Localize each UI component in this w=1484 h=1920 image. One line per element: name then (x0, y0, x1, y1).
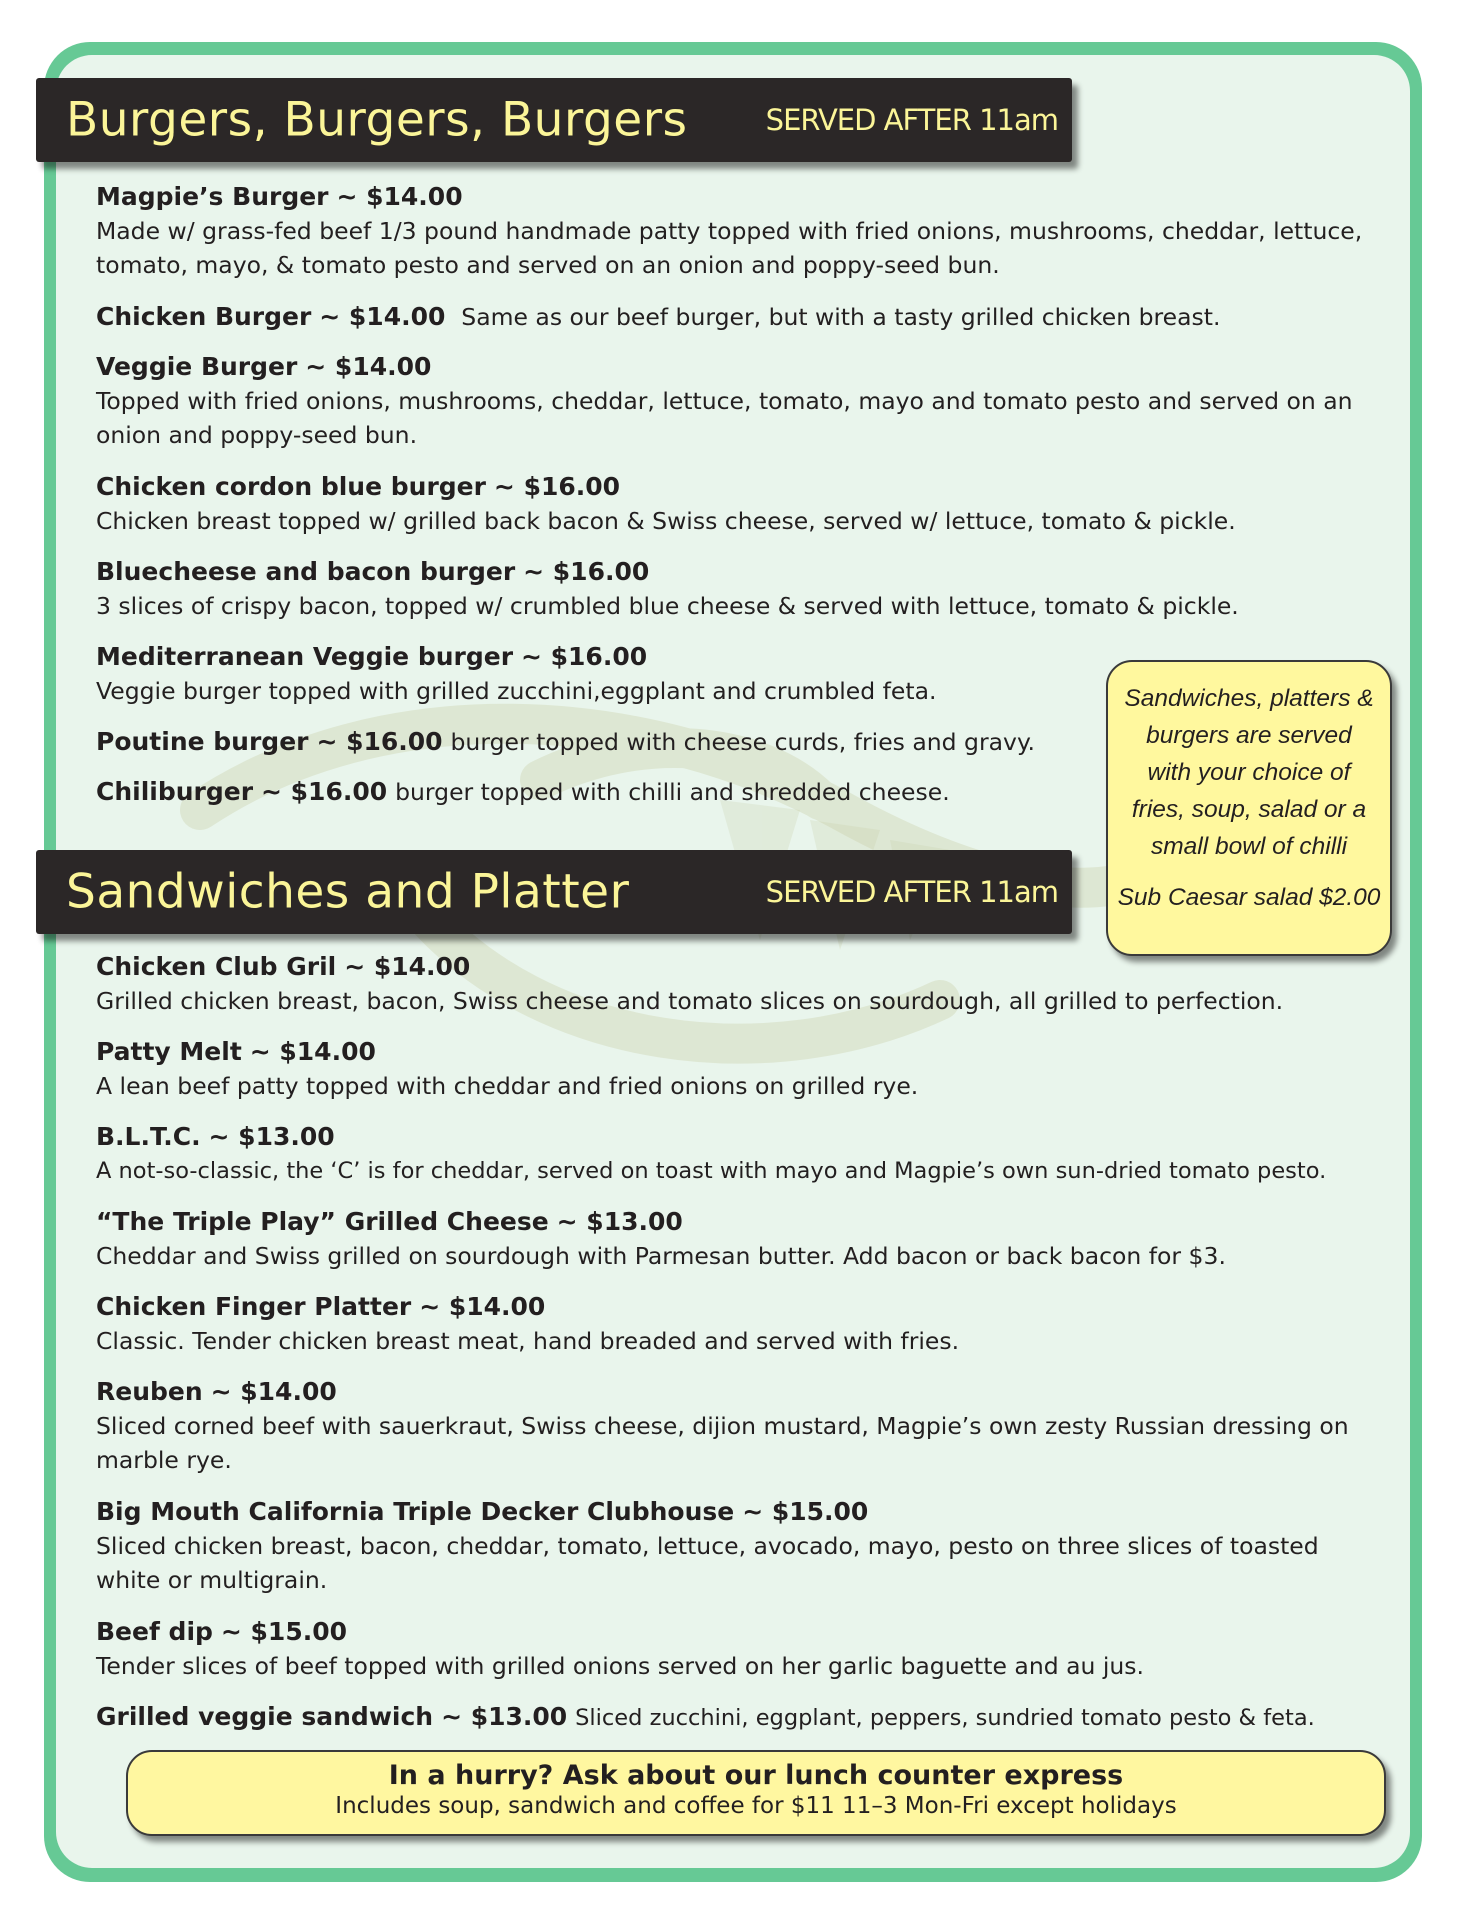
item-price: ~ $16.00 (316, 727, 443, 756)
item-name: B.L.T.C. (96, 1122, 201, 1151)
item-name: Chicken Club Gril (96, 952, 337, 981)
menu-item (96, 1120, 1396, 1188)
item-description: Tender slices of beef topped with grilled onions served on her garlic baguette and au jus. (96, 1652, 1144, 1680)
lunch-express-box (126, 1750, 1386, 1836)
item-price: ~ $15.00 (742, 1497, 869, 1526)
item-price: ~ $15.00 (220, 1617, 347, 1646)
item-price: ~ $14.00 (336, 182, 463, 211)
item-description: burger topped with cheese curds, fries and gravy. (450, 728, 1035, 756)
item-name: Big Mouth California Triple Decker Clubhouse (96, 1497, 735, 1526)
sandwiches-served-time: SERVED AFTER 11am (765, 875, 1058, 909)
item-name: Magpie’s Burger (96, 182, 329, 211)
item-description: Sliced chicken breast, bacon, cheddar, tomato, lettuce, avocado, mayo, pesto on three slices of toasted white or multigrain. (96, 1532, 1319, 1594)
item-description: Sliced zucchini, eggplant, peppers, sundried tomato pesto & feta. (575, 1705, 1315, 1731)
express-details: Includes soup, sandwich and coffee for $11 11–3 Mon-Fri except holidays (335, 1793, 1177, 1819)
item-price: ~ $16.00 (261, 777, 388, 806)
item-name: Chicken Finger Platter (96, 1292, 412, 1321)
item-description: Topped with fried onions, mushrooms, cheddar, lettuce, tomato, mayo and tomato pesto and served on an onion and poppy-seed bun. (96, 387, 1353, 449)
sides-note-text: Sandwiches, platters & burgers are served with your choice of fries, soup, salad or a small bowl of chilli (1124, 685, 1374, 860)
item-price: ~ $13.00 (441, 1702, 568, 1731)
item-name: Reuben (96, 1377, 203, 1406)
item-description: Chicken breast topped w/ grilled back bacon & Swiss cheese, served w/ lettuce, tomato & pickle. (96, 507, 1236, 535)
menu-item (96, 1495, 1396, 1597)
burgers-banner (36, 78, 1072, 162)
item-description: Grilled chicken breast, bacon, Swiss cheese and tomato slices on sourdough, all grilled to perfection. (96, 987, 1284, 1015)
menu-item (96, 640, 1076, 708)
item-description: Cheddar and Swiss grilled on sourdough with Parmesan butter. Add bacon or back bacon for $3. (96, 1242, 1226, 1270)
menu-item (96, 1375, 1396, 1477)
item-description: Made w/ grass-fed beef 1/3 pound handmade patty topped with fried onions, mushrooms, cheddar, lettuce, tomato, mayo, & tomato pesto and served on an onion and poppy-seed bun. (96, 217, 1363, 279)
item-name: Poutine burger (96, 727, 309, 756)
menu-item (96, 300, 1396, 334)
item-name: Mediterranean Veggie burger (96, 642, 514, 671)
burgers-title: Burgers, Burgers, Burgers (66, 92, 688, 148)
item-name: Bluecheese and bacon burger (96, 557, 516, 586)
item-description: Sliced corned beef with sauerkraut, Swiss cheese, dijion mustard, Magpie’s own zesty Russian dressing on marble rye. (96, 1412, 1349, 1474)
menu-item (96, 1205, 1396, 1273)
item-name: Patty Melt (96, 1037, 242, 1066)
menu-item (96, 555, 1396, 623)
item-name: Veggie Burger (96, 352, 298, 381)
menu-item (96, 950, 1396, 1018)
sides-note-box (1106, 660, 1392, 956)
express-headline: In a hurry? Ask about our lunch counter express (388, 1760, 1124, 1791)
sandwiches-banner (36, 850, 1072, 934)
item-price: ~ $14.00 (249, 1037, 376, 1066)
item-price: ~ $14.00 (419, 1292, 546, 1321)
menu-item (96, 1290, 1396, 1358)
item-price: ~ $16.00 (493, 472, 621, 501)
item-price: ~ $16.00 (523, 557, 650, 586)
item-price: ~ $14.00 (319, 302, 446, 331)
menu-item (96, 1035, 1396, 1103)
item-description: Classic. Tender chicken breast meat, hand breaded and served with fries. (96, 1327, 960, 1355)
item-name: Chicken cordon blue burger (96, 472, 486, 501)
item-description: A not-so-classic, the ‘C’ is for cheddar, served on toast with mayo and Magpie’s own sun-dried tomato pesto. (96, 1158, 1327, 1184)
menu-item (96, 180, 1396, 282)
menu-item (96, 350, 1396, 452)
item-price: ~ $16.00 (520, 642, 648, 671)
menu-item (96, 1615, 1396, 1683)
item-price: ~ $14.00 (305, 352, 432, 381)
item-price: ~ $14.00 (344, 952, 471, 981)
menu-item (96, 470, 1396, 538)
item-price: ~ $14.00 (210, 1377, 337, 1406)
item-price: ~ $13.00 (208, 1122, 335, 1151)
item-description: A lean beef patty topped with cheddar and fried onions on grilled rye. (96, 1072, 919, 1100)
menu-item (96, 1700, 1396, 1735)
item-price: ~ $13.00 (556, 1207, 683, 1236)
item-description: Veggie burger topped with grilled zucchini,eggplant and crumbled feta. (96, 677, 937, 705)
burgers-served-time: SERVED AFTER 11am (765, 103, 1058, 137)
item-name: Chiliburger (96, 777, 254, 806)
caesar-upgrade-note: Sub Caesar salad $2.00 (1117, 884, 1381, 911)
item-description: Same as our beef burger, but with a tasty grilled chicken breast. (461, 303, 1221, 331)
item-description: 3 slices of crispy bacon, topped w/ crumbled blue cheese & served with lettuce, tomato & pickle. (96, 592, 1239, 620)
item-name: Grilled veggie sandwich (96, 1702, 434, 1731)
item-name: Beef dip (96, 1617, 213, 1646)
menu-item (96, 775, 1086, 809)
menu-item (96, 725, 1086, 759)
item-name: Chicken Burger (96, 302, 312, 331)
item-description: burger topped with chilli and shredded cheese. (395, 778, 950, 806)
sandwiches-title: Sandwiches and Platter (66, 864, 630, 920)
item-name: “The Triple Play” Grilled Cheese (96, 1207, 549, 1236)
